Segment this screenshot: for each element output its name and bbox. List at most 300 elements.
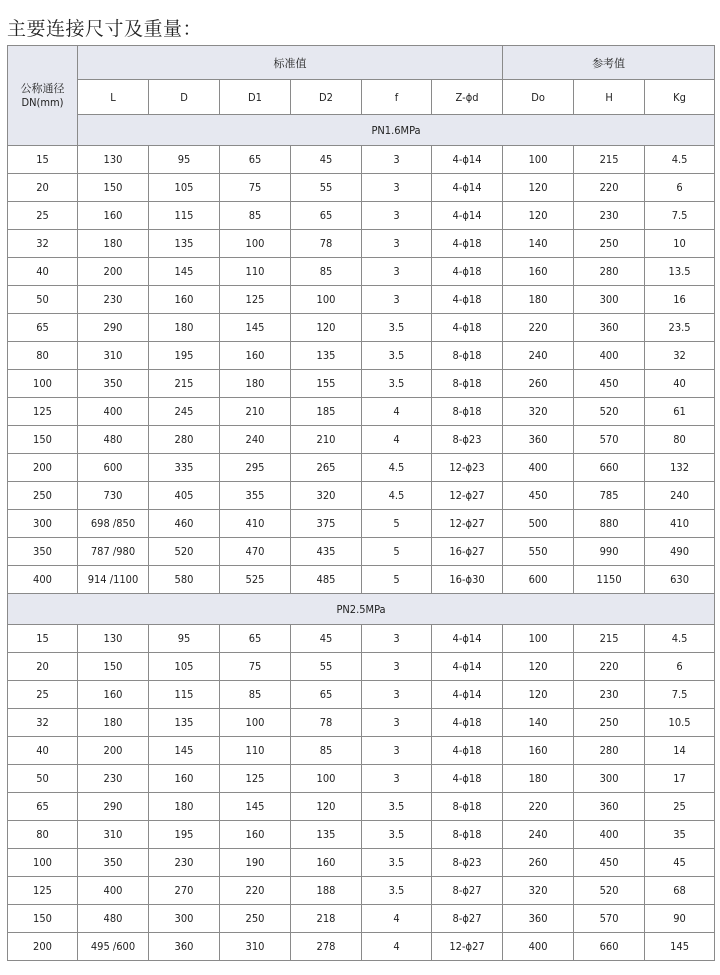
dn-cell: 80	[8, 342, 78, 370]
table-row	[8, 905, 715, 933]
table-cell: 265	[291, 454, 362, 482]
table-cell: 3.5	[362, 793, 432, 821]
table-cell: 155	[291, 370, 362, 398]
table-cell: 320	[503, 877, 574, 905]
table-cell: 125	[220, 765, 291, 793]
table-cell: 150	[78, 653, 149, 681]
table-cell: 68	[645, 877, 715, 905]
section-row	[8, 115, 715, 146]
table-row	[8, 821, 715, 849]
table-cell: 3	[362, 625, 432, 653]
table-cell: 360	[149, 933, 220, 961]
dn-cell: 65	[8, 793, 78, 821]
dn-cell: 65	[8, 314, 78, 342]
table-row	[8, 681, 715, 709]
dn-cell: 150	[8, 905, 78, 933]
table-cell: 220	[574, 653, 645, 681]
table-cell: 290	[78, 314, 149, 342]
dn-cell: 125	[8, 398, 78, 426]
dn-cell: 25	[8, 681, 78, 709]
table-cell: 6	[645, 653, 715, 681]
table-cell: 4-ϕ18	[432, 230, 503, 258]
table-cell: 270	[149, 877, 220, 905]
table-cell: 5	[362, 566, 432, 594]
table-cell: 85	[291, 737, 362, 765]
table-cell: 85	[220, 202, 291, 230]
table-cell: 4-ϕ18	[432, 709, 503, 737]
table-cell: 16	[645, 286, 715, 314]
table-row	[8, 146, 715, 174]
dn-cell: 80	[8, 821, 78, 849]
table-cell: 120	[503, 174, 574, 202]
table-cell: 400	[78, 877, 149, 905]
column-header: Kg	[645, 80, 715, 115]
table-cell: 3.5	[362, 877, 432, 905]
table-cell: 230	[574, 202, 645, 230]
table-cell: 25	[645, 793, 715, 821]
table-cell: 1150	[574, 566, 645, 594]
table-cell: 85	[291, 258, 362, 286]
table-cell: 4	[362, 398, 432, 426]
table-cell: 4-ϕ18	[432, 765, 503, 793]
table-row	[8, 314, 715, 342]
dimension-weight-table	[7, 45, 715, 961]
table-cell: 250	[574, 709, 645, 737]
table-cell: 65	[220, 146, 291, 174]
dn-cell: 400	[8, 566, 78, 594]
table-cell: 200	[78, 737, 149, 765]
table-cell: 4-ϕ18	[432, 314, 503, 342]
table-row	[8, 510, 715, 538]
table-cell: 4.5	[645, 146, 715, 174]
table-row	[8, 286, 715, 314]
table-cell: 525	[220, 566, 291, 594]
dn-cell: 50	[8, 765, 78, 793]
table-cell: 35	[645, 821, 715, 849]
table-cell: 135	[149, 709, 220, 737]
table-cell: 160	[78, 681, 149, 709]
table-cell: 3	[362, 737, 432, 765]
table-cell: 250	[220, 905, 291, 933]
table-cell: 400	[574, 821, 645, 849]
table-row	[8, 342, 715, 370]
table-cell: 630	[645, 566, 715, 594]
table-cell: 8-ϕ18	[432, 793, 503, 821]
table-cell: 100	[503, 146, 574, 174]
table-cell: 180	[149, 314, 220, 342]
table-row	[8, 793, 715, 821]
table-cell: 570	[574, 426, 645, 454]
section-row	[8, 594, 715, 625]
table-cell: 90	[645, 905, 715, 933]
table-cell: 600	[78, 454, 149, 482]
table-cell: 135	[149, 230, 220, 258]
table-cell: 280	[574, 737, 645, 765]
table-cell: 660	[574, 933, 645, 961]
table-cell: 180	[503, 765, 574, 793]
table-cell: 240	[503, 342, 574, 370]
table-cell: 61	[645, 398, 715, 426]
table-cell: 75	[220, 653, 291, 681]
table-cell: 410	[645, 510, 715, 538]
table-cell: 218	[291, 905, 362, 933]
table-row	[8, 877, 715, 905]
table-cell: 78	[291, 709, 362, 737]
table-cell: 32	[645, 342, 715, 370]
table-cell: 95	[149, 146, 220, 174]
dn-cell: 25	[8, 202, 78, 230]
column-header: D1	[220, 80, 291, 115]
table-cell: 485	[291, 566, 362, 594]
table-cell: 160	[149, 286, 220, 314]
table-cell: 145	[220, 314, 291, 342]
table-cell: 180	[78, 709, 149, 737]
table-cell: 500	[503, 510, 574, 538]
pressure-section-label: PN1.6MPa	[78, 115, 715, 146]
table-cell: 65	[291, 681, 362, 709]
column-header: D	[149, 80, 220, 115]
table-cell: 280	[149, 426, 220, 454]
table-cell: 3	[362, 202, 432, 230]
table-cell: 4-ϕ14	[432, 681, 503, 709]
table-cell: 245	[149, 398, 220, 426]
table-cell: 360	[503, 905, 574, 933]
table-cell: 100	[220, 230, 291, 258]
table-cell: 210	[220, 398, 291, 426]
table-cell: 220	[503, 314, 574, 342]
table-cell: 4-ϕ18	[432, 286, 503, 314]
table-row	[8, 566, 715, 594]
table-cell: 120	[503, 681, 574, 709]
table-cell: 230	[149, 849, 220, 877]
table-cell: 100	[291, 286, 362, 314]
table-row	[8, 538, 715, 566]
table-row	[8, 230, 715, 258]
table-cell: 550	[503, 538, 574, 566]
table-row	[8, 737, 715, 765]
table-cell: 85	[220, 681, 291, 709]
table-cell: 3	[362, 681, 432, 709]
table-cell: 65	[291, 202, 362, 230]
table-cell: 8-ϕ23	[432, 426, 503, 454]
table-cell: 787 /980	[78, 538, 149, 566]
table-cell: 220	[574, 174, 645, 202]
table-cell: 145	[645, 933, 715, 961]
table-cell: 110	[220, 258, 291, 286]
table-cell: 95	[149, 625, 220, 653]
table-cell: 8-ϕ18	[432, 821, 503, 849]
table-cell: 280	[574, 258, 645, 286]
table-cell: 410	[220, 510, 291, 538]
table-cell: 260	[503, 370, 574, 398]
table-cell: 125	[220, 286, 291, 314]
table-cell: 130	[78, 625, 149, 653]
table-cell: 4.5	[362, 482, 432, 510]
table-cell: 120	[291, 793, 362, 821]
column-header: f	[362, 80, 432, 115]
table-cell: 3	[362, 765, 432, 793]
table-cell: 10.5	[645, 709, 715, 737]
table-cell: 8-ϕ27	[432, 905, 503, 933]
table-cell: 320	[503, 398, 574, 426]
table-cell: 160	[220, 342, 291, 370]
table-cell: 140	[503, 709, 574, 737]
table-row	[8, 174, 715, 202]
table-cell: 45	[645, 849, 715, 877]
table-cell: 4-ϕ18	[432, 258, 503, 286]
dn-cell: 40	[8, 737, 78, 765]
table-cell: 55	[291, 653, 362, 681]
table-cell: 460	[149, 510, 220, 538]
table-cell: 4	[362, 905, 432, 933]
table-cell: 12-ϕ23	[432, 454, 503, 482]
table-cell: 240	[220, 426, 291, 454]
table-cell: 220	[503, 793, 574, 821]
table-cell: 180	[220, 370, 291, 398]
table-cell: 65	[220, 625, 291, 653]
table-cell: 990	[574, 538, 645, 566]
table-cell: 4-ϕ14	[432, 202, 503, 230]
table-cell: 600	[503, 566, 574, 594]
table-cell: 785	[574, 482, 645, 510]
table-cell: 120	[291, 314, 362, 342]
dn-cell: 40	[8, 258, 78, 286]
dn-cell: 15	[8, 146, 78, 174]
table-cell: 110	[220, 737, 291, 765]
table-cell: 160	[503, 258, 574, 286]
table-cell: 115	[149, 681, 220, 709]
table-cell: 520	[574, 398, 645, 426]
table-row	[8, 625, 715, 653]
table-cell: 310	[78, 342, 149, 370]
dn-cell: 150	[8, 426, 78, 454]
column-header: L	[78, 80, 149, 115]
table-cell: 45	[291, 146, 362, 174]
table-cell: 310	[78, 821, 149, 849]
table-cell: 400	[78, 398, 149, 426]
dn-cell: 20	[8, 653, 78, 681]
table-cell: 580	[149, 566, 220, 594]
table-cell: 4-ϕ18	[432, 737, 503, 765]
table-cell: 230	[78, 765, 149, 793]
table-cell: 660	[574, 454, 645, 482]
table-cell: 195	[149, 821, 220, 849]
table-cell: 480	[78, 426, 149, 454]
table-cell: 100	[503, 625, 574, 653]
table-cell: 7.5	[645, 681, 715, 709]
table-row	[8, 653, 715, 681]
dn-header-label: 公称通径	[20, 81, 65, 95]
table-cell: 105	[149, 174, 220, 202]
table-cell: 520	[149, 538, 220, 566]
table-cell: 160	[78, 202, 149, 230]
table-cell: 3	[362, 258, 432, 286]
table-row	[8, 709, 715, 737]
table-cell: 4-ϕ14	[432, 146, 503, 174]
column-header: H	[574, 80, 645, 115]
table-cell: 160	[220, 821, 291, 849]
table-cell: 12-ϕ27	[432, 933, 503, 961]
dn-cell: 350	[8, 538, 78, 566]
table-cell: 215	[574, 146, 645, 174]
table-cell: 180	[78, 230, 149, 258]
table-cell: 360	[503, 426, 574, 454]
table-row	[8, 398, 715, 426]
table-cell: 435	[291, 538, 362, 566]
table-cell: 3	[362, 174, 432, 202]
dn-cell: 100	[8, 849, 78, 877]
page-title: 主要连接尺寸及重量：	[7, 18, 203, 40]
table-cell: 4.5	[362, 454, 432, 482]
table-cell: 3.5	[362, 821, 432, 849]
table-cell: 180	[503, 286, 574, 314]
table-cell: 310	[220, 933, 291, 961]
table-cell: 100	[220, 709, 291, 737]
table-cell: 250	[574, 230, 645, 258]
table-cell: 16-ϕ30	[432, 566, 503, 594]
table-cell: 8-ϕ27	[432, 877, 503, 905]
table-cell: 4	[362, 426, 432, 454]
table-cell: 80	[645, 426, 715, 454]
table-cell: 3	[362, 286, 432, 314]
dn-cell: 20	[8, 174, 78, 202]
table-cell: 135	[291, 342, 362, 370]
table-row	[8, 765, 715, 793]
table-cell: 210	[291, 426, 362, 454]
table-cell: 400	[503, 933, 574, 961]
table-cell: 470	[220, 538, 291, 566]
table-cell: 3	[362, 709, 432, 737]
table-cell: 145	[149, 258, 220, 286]
table-cell: 40	[645, 370, 715, 398]
table-cell: 6	[645, 174, 715, 202]
table-cell: 405	[149, 482, 220, 510]
table-cell: 3	[362, 146, 432, 174]
table-row	[8, 202, 715, 230]
table-cell: 4.5	[645, 625, 715, 653]
table-cell: 4-ϕ14	[432, 625, 503, 653]
table-cell: 450	[574, 370, 645, 398]
table-cell: 100	[291, 765, 362, 793]
dn-cell: 32	[8, 230, 78, 258]
table-cell: 3	[362, 230, 432, 258]
table-cell: 240	[503, 821, 574, 849]
table-cell: 8-ϕ18	[432, 370, 503, 398]
table-cell: 150	[78, 174, 149, 202]
dn-cell: 50	[8, 286, 78, 314]
table-cell: 698 /850	[78, 510, 149, 538]
dn-cell: 32	[8, 709, 78, 737]
table-cell: 350	[78, 849, 149, 877]
table-cell: 320	[291, 482, 362, 510]
table-cell: 730	[78, 482, 149, 510]
dn-cell: 300	[8, 510, 78, 538]
table-cell: 480	[78, 905, 149, 933]
table-cell: 14	[645, 737, 715, 765]
table-cell: 7.5	[645, 202, 715, 230]
table-cell: 450	[503, 482, 574, 510]
table-cell: 400	[503, 454, 574, 482]
table-cell: 17	[645, 765, 715, 793]
table-row	[8, 482, 715, 510]
table-cell: 375	[291, 510, 362, 538]
table-row	[8, 454, 715, 482]
table-cell: 45	[291, 625, 362, 653]
table-cell: 135	[291, 821, 362, 849]
table-cell: 115	[149, 202, 220, 230]
table-cell: 5	[362, 538, 432, 566]
table-cell: 278	[291, 933, 362, 961]
dn-cell: 200	[8, 454, 78, 482]
table-cell: 300	[574, 286, 645, 314]
table-cell: 360	[574, 314, 645, 342]
column-header: D2	[291, 80, 362, 115]
dn-cell: 250	[8, 482, 78, 510]
table-cell: 495 /600	[78, 933, 149, 961]
column-header: Do	[503, 80, 574, 115]
table-cell: 400	[574, 342, 645, 370]
table-cell: 360	[574, 793, 645, 821]
table-cell: 3.5	[362, 849, 432, 877]
table-cell: 120	[503, 653, 574, 681]
table-cell: 12-ϕ27	[432, 482, 503, 510]
dn-cell: 200	[8, 933, 78, 961]
table-row	[8, 370, 715, 398]
table-cell: 8-ϕ18	[432, 398, 503, 426]
dn-cell: 15	[8, 625, 78, 653]
table-cell: 220	[220, 877, 291, 905]
table-cell: 140	[503, 230, 574, 258]
table-cell: 5	[362, 510, 432, 538]
table-cell: 160	[291, 849, 362, 877]
table-cell: 185	[291, 398, 362, 426]
table-cell: 4-ϕ14	[432, 174, 503, 202]
table-cell: 145	[220, 793, 291, 821]
table-cell: 260	[503, 849, 574, 877]
table-cell: 130	[78, 146, 149, 174]
table-cell: 12-ϕ27	[432, 510, 503, 538]
table-cell: 23.5	[645, 314, 715, 342]
table-cell: 55	[291, 174, 362, 202]
table-cell: 8-ϕ18	[432, 342, 503, 370]
table-cell: 215	[574, 625, 645, 653]
table-cell: 914 /1100	[78, 566, 149, 594]
dn-header-unit: DN(mm)	[21, 95, 64, 109]
table-cell: 8-ϕ23	[432, 849, 503, 877]
dn-header	[8, 46, 78, 146]
table-row	[8, 426, 715, 454]
table-cell: 300	[149, 905, 220, 933]
table-cell: 13.5	[645, 258, 715, 286]
table-cell: 355	[220, 482, 291, 510]
pressure-section-label: PN2.5MPa	[8, 594, 715, 625]
table-cell: 145	[149, 737, 220, 765]
table-cell: 230	[574, 681, 645, 709]
table-cell: 490	[645, 538, 715, 566]
table-cell: 180	[149, 793, 220, 821]
table-cell: 195	[149, 342, 220, 370]
table-cell: 160	[503, 737, 574, 765]
reference-values-header: 参考值	[503, 46, 715, 80]
table-cell: 335	[149, 454, 220, 482]
table-cell: 132	[645, 454, 715, 482]
table-cell: 450	[574, 849, 645, 877]
table-cell: 200	[78, 258, 149, 286]
table-cell: 240	[645, 482, 715, 510]
table-cell: 120	[503, 202, 574, 230]
table-cell: 230	[78, 286, 149, 314]
table-cell: 160	[149, 765, 220, 793]
